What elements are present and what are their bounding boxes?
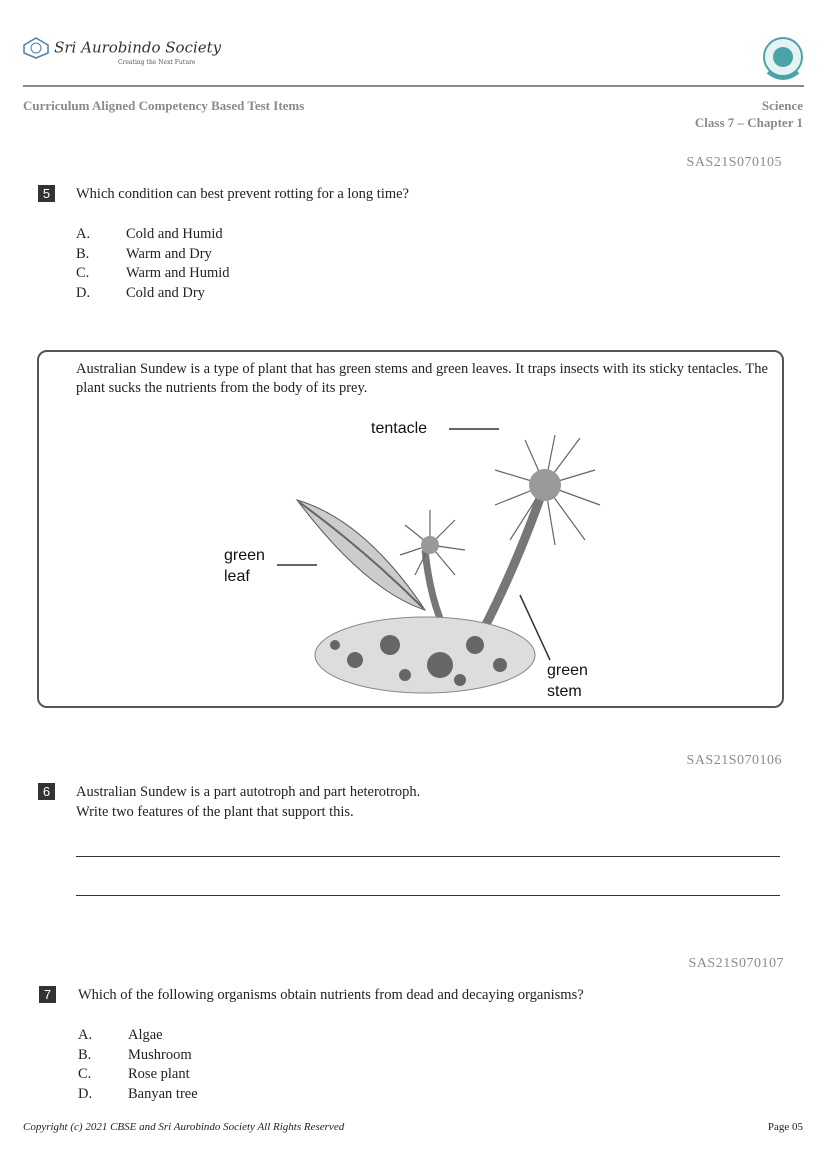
label-green-leaf-1: green bbox=[224, 547, 265, 564]
option-a[interactable]: A. Algae bbox=[78, 1027, 163, 1043]
header-title: Curriculum Aligned Competency Based Test Items bbox=[23, 98, 305, 113]
cbse-logo bbox=[762, 36, 804, 86]
item-code: SAS21S070106 bbox=[686, 753, 782, 768]
passage-text: Australian Sundew is a type of plant that has green stems and green leaves. It traps insects with its sticky tentacles. The plant sucks the nutrients from the body of its prey. bbox=[76, 361, 768, 396]
option-a[interactable]: A. Cold and Humid bbox=[76, 226, 223, 242]
header-subject: Science bbox=[761, 98, 803, 113]
answer-line-2[interactable] bbox=[76, 895, 780, 896]
header-rule bbox=[23, 85, 804, 87]
question-number: 6 bbox=[38, 783, 55, 800]
answer-line-1[interactable] bbox=[76, 856, 780, 857]
logo-row bbox=[23, 36, 221, 58]
label-tentacle: tentacle bbox=[371, 420, 428, 437]
copyright: Copyright (c) 2021 CBSE and Sri Aurobindo Society All Rights Reserved bbox=[23, 1121, 345, 1133]
sundew-plant-image bbox=[215, 410, 615, 700]
option-b[interactable]: B. Mushroom bbox=[78, 1046, 192, 1063]
logo-text: Sri Aurobindo Society bbox=[54, 38, 222, 57]
sundew-illustration bbox=[215, 410, 615, 700]
item-code: SAS21S070107 bbox=[688, 956, 784, 971]
header-class-chapter: Class 7 – Chapter 1 bbox=[694, 115, 803, 130]
options-list bbox=[76, 225, 230, 303]
question-number: 5 bbox=[38, 185, 55, 202]
label-green-leaf-2: leaf bbox=[224, 568, 250, 585]
label-green-stem-1: green bbox=[547, 662, 588, 679]
question-text-line2: Write two features of the plant that support this. bbox=[76, 804, 354, 820]
option-c[interactable]: C. Warm and Humid bbox=[76, 265, 230, 281]
option-c[interactable]: C. Rose plant bbox=[78, 1066, 190, 1082]
options-list bbox=[78, 1026, 198, 1104]
option-b[interactable]: B. Warm and Dry bbox=[76, 245, 212, 262]
item-code: SAS21S070105 bbox=[686, 155, 782, 170]
label-green-stem-2: stem bbox=[547, 683, 582, 700]
question-text: Which condition can best prevent rotting for a long time? bbox=[76, 186, 409, 202]
sri-aurobindo-logo bbox=[23, 36, 221, 67]
option-d[interactable]: D. Cold and Dry bbox=[76, 284, 205, 301]
question-text: Which of the following organisms obtain nutrients from dead and decaying organisms? bbox=[78, 987, 584, 1003]
option-d[interactable]: D. Banyan tree bbox=[78, 1085, 198, 1102]
question-text-line1: Australian Sundew is a part autotroph and part heterotroph. bbox=[76, 784, 421, 800]
cbse-seal-icon bbox=[762, 36, 804, 82]
question-number: 7 bbox=[39, 986, 56, 1003]
logo-tagline: Creating the Next Future bbox=[118, 59, 196, 66]
page-number: Page 05 bbox=[767, 1121, 803, 1133]
society-emblem-icon bbox=[23, 37, 49, 59]
